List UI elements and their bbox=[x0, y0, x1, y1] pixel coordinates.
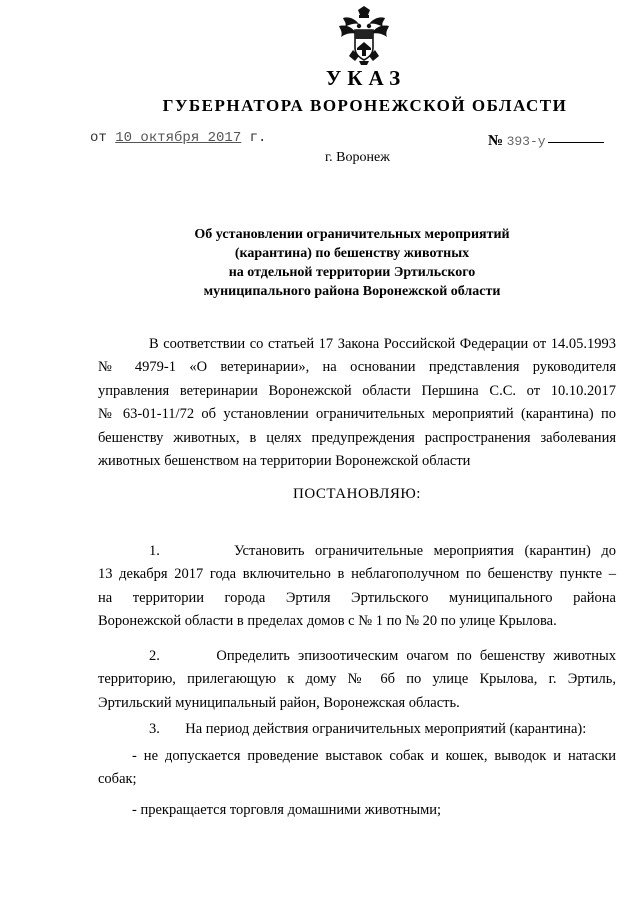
date-suffix: г. bbox=[249, 130, 267, 146]
date-value: 10 октября 2017 bbox=[115, 130, 242, 146]
item-3-bullet-2 bbox=[98, 799, 616, 822]
preamble-line: В соответствии со статьей 17 Закона Российской Федерации от 14.05.1993 bbox=[149, 336, 616, 352]
item-3-bullet-1 bbox=[98, 745, 616, 792]
date-prefix: от bbox=[90, 130, 107, 146]
coat-of-arms-emblem bbox=[335, 6, 393, 66]
preamble-line: бешенству животных, в целях предупреждения распространения заболевания bbox=[98, 429, 616, 446]
number-underline bbox=[548, 142, 604, 143]
item-line: собак; bbox=[98, 771, 137, 788]
item-2 bbox=[98, 645, 616, 715]
item-line: 13 декабря 2017 года включительно в неблагополучном по бешенству пункте – bbox=[98, 566, 616, 583]
item-line: 1. Установить ограничительные мероприятия (карантин) до bbox=[149, 543, 616, 559]
preamble-line: № 63-01-11/72 об установлении ограничительных мероприятий (карантина) по bbox=[98, 406, 616, 423]
issuing-authority: ГУБЕРНАТОРА ВОРОНЕЖСКОЙ ОБЛАСТИ bbox=[162, 96, 568, 115]
item-line: на территории города Эртиля Эртильского муниципального района bbox=[98, 589, 616, 606]
heading-line: на отдельной территории Эртильского bbox=[228, 265, 476, 280]
item-line: Воронежской области в пределах домов с № 1 по № 20 по улице Крылова. bbox=[98, 613, 557, 630]
resolution-word: ПОСТАНОВЛЯЮ: bbox=[293, 486, 421, 502]
preamble-line: управления ветеринарии Воронежской области Першина С.С. от 10.10.2017 bbox=[98, 382, 616, 399]
item-line: - прекращается торговля домашними животными; bbox=[132, 802, 442, 818]
item-line: Эртильский муниципальный район, Воронежская область. bbox=[98, 694, 460, 711]
heading-line: муниципального района Воронежской области bbox=[203, 284, 501, 299]
number-line bbox=[488, 133, 604, 150]
item-line: территорию, прилегающую к дому № 6б по улице Крылова, г. Эртиль, bbox=[98, 671, 616, 688]
preamble-line: животных бешенством на территории Воронежской области bbox=[98, 453, 471, 470]
preamble bbox=[98, 333, 616, 473]
decree-heading bbox=[140, 225, 564, 301]
number-value: 393-у bbox=[506, 134, 546, 149]
preamble-line: № 4979-1 «О ветеринарии», на основании представления руководителя bbox=[98, 359, 616, 376]
number-prefix: № bbox=[488, 133, 504, 149]
heading-line: (карантина) по бешенству животных bbox=[234, 246, 470, 261]
city: г. Воронеж bbox=[325, 150, 390, 165]
decree-title: УКАЗ bbox=[325, 66, 407, 90]
date-line bbox=[90, 130, 266, 146]
item-line: 3. На период действия ограничительных мероприятий (карантина): bbox=[149, 721, 587, 737]
heading-line: Об установлении ограничительных мероприятий bbox=[194, 227, 510, 242]
item-line: - не допускается проведение выставок собак и кошек, выводок и натаски bbox=[132, 748, 616, 764]
item-line: 2. Определить эпизоотическим очагом по бешенству животных bbox=[149, 648, 616, 664]
item-3 bbox=[98, 718, 616, 741]
item-1 bbox=[98, 540, 616, 634]
